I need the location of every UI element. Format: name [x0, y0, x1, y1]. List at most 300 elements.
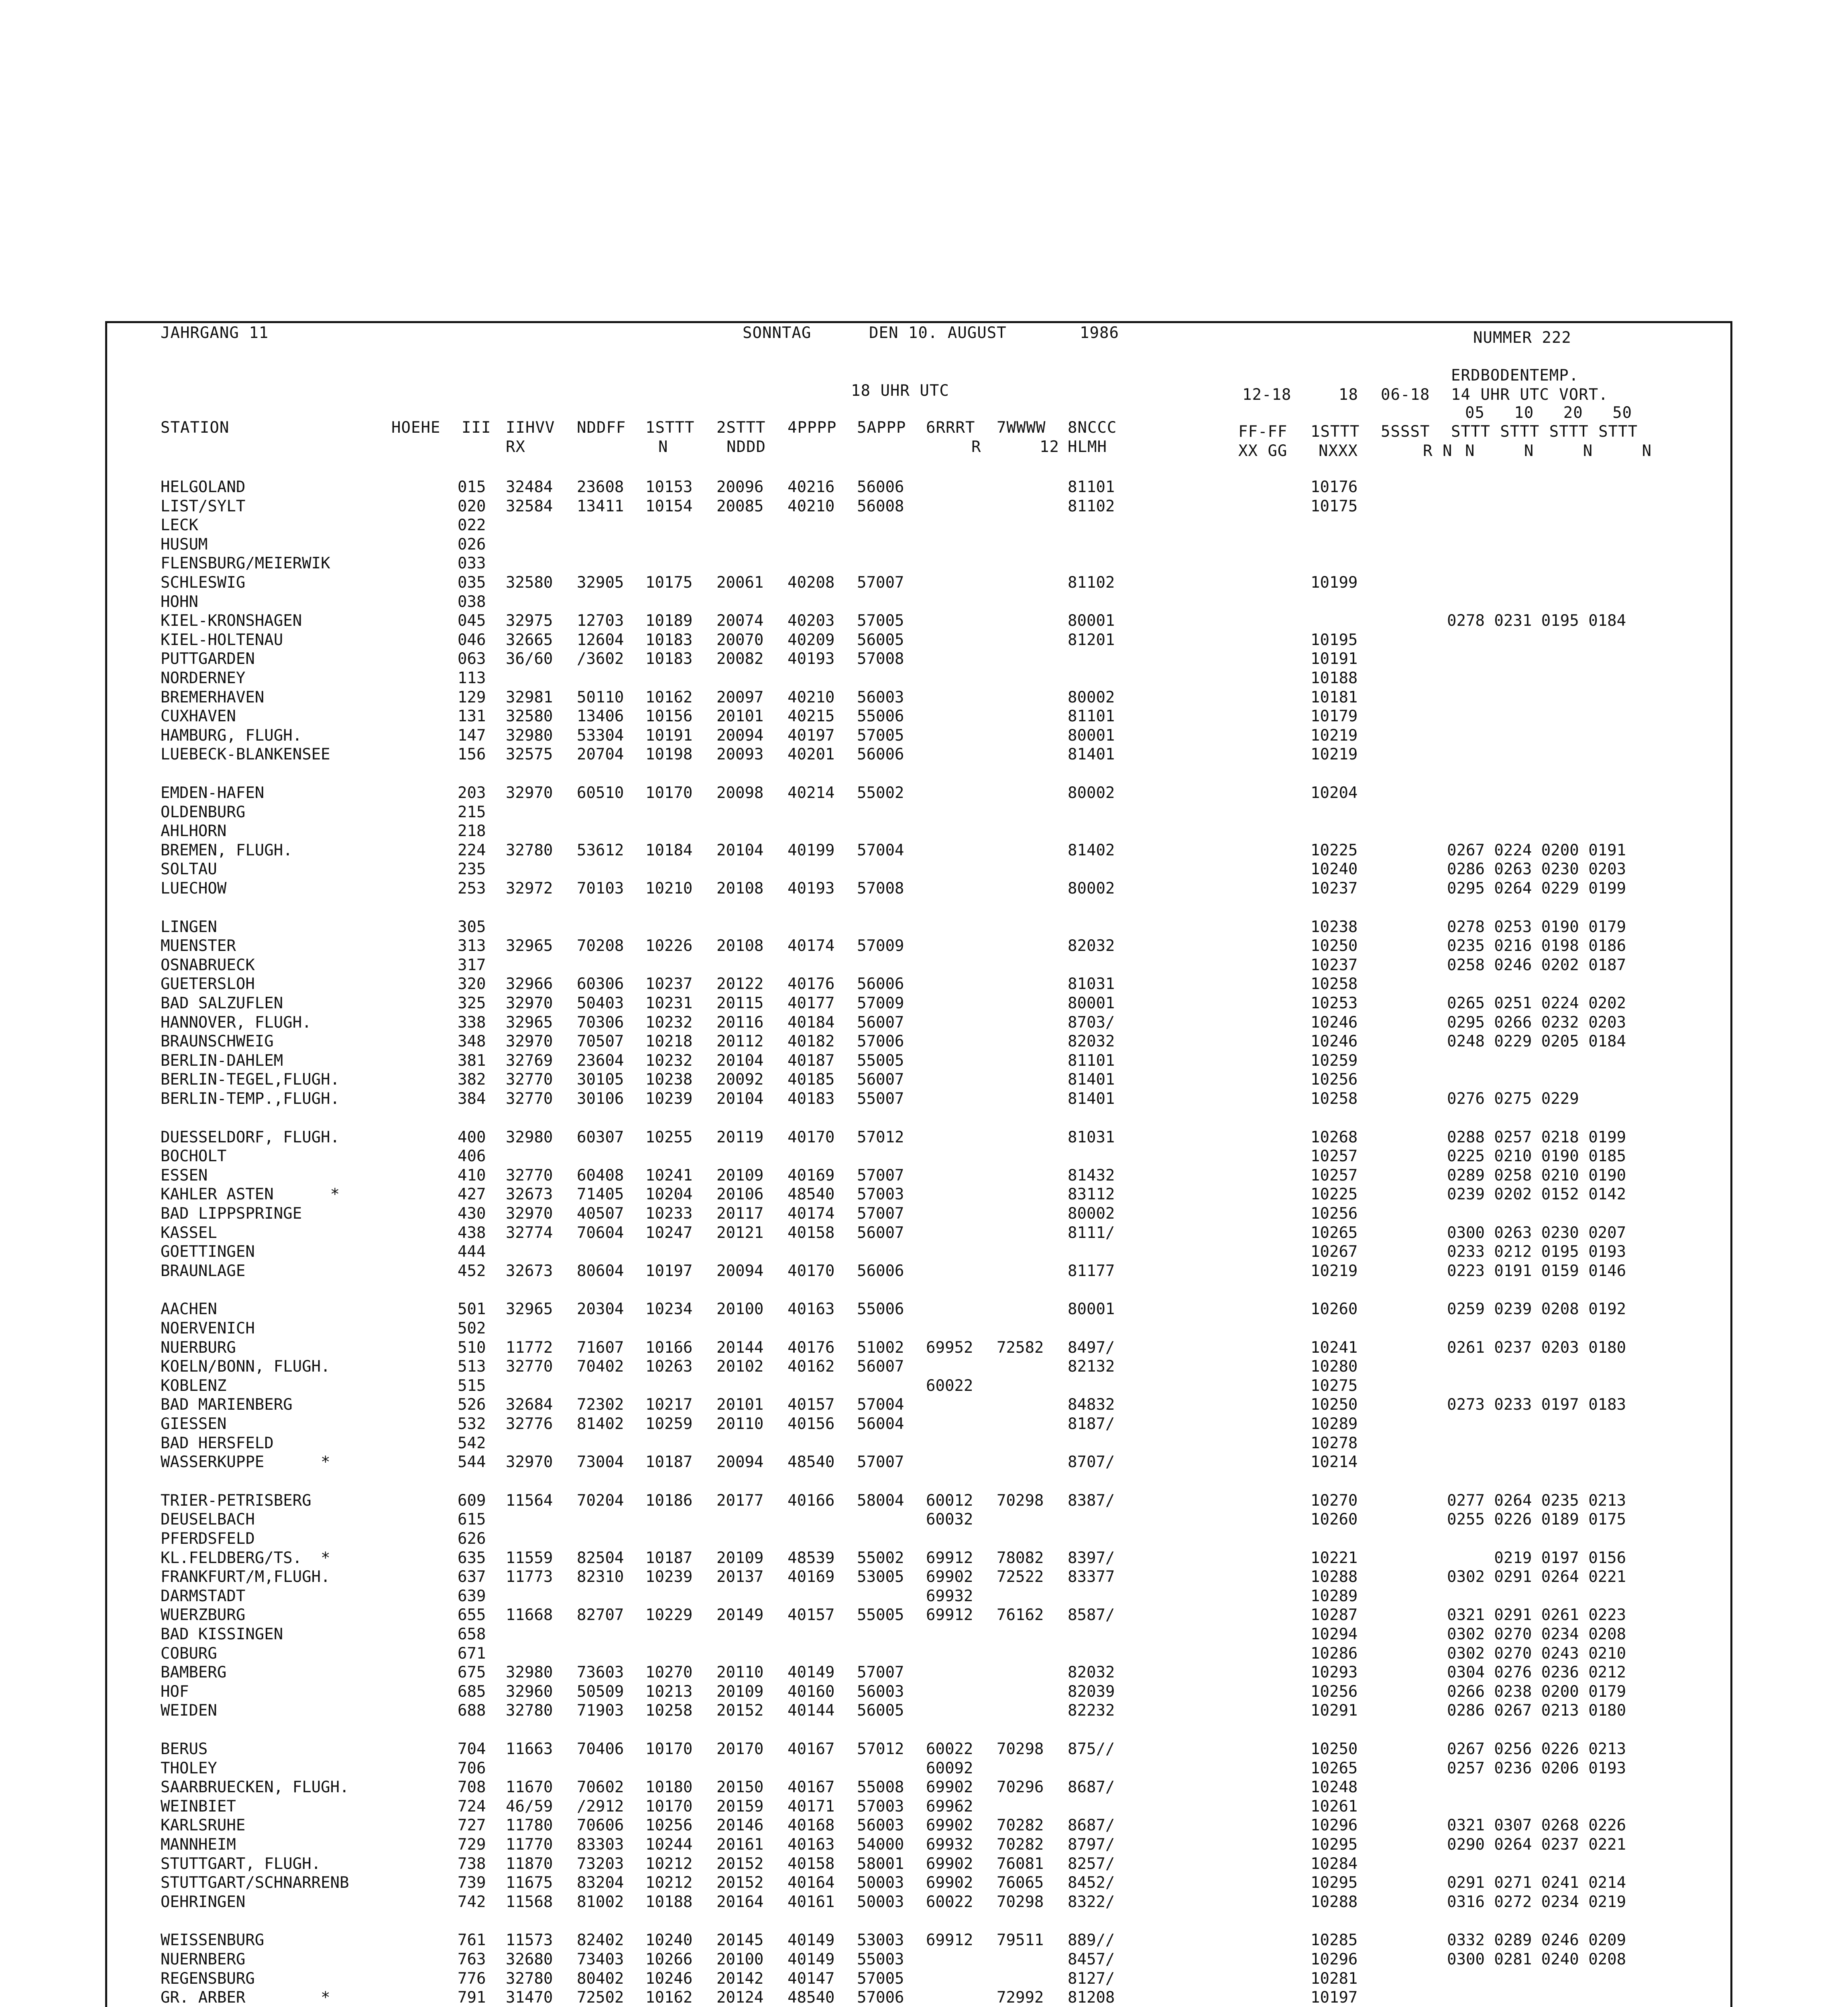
iihvv: 32960 [506, 1682, 553, 1701]
pppp: 40216 [788, 478, 835, 496]
tmax: 10181 [1311, 688, 1358, 706]
appp: 56008 [857, 497, 904, 515]
iii: 430 [458, 1205, 486, 1223]
soil-temps: 0288 0257 0218 0199 [1447, 1128, 1626, 1146]
iii: 438 [458, 1223, 486, 1242]
iihvv: 32684 [506, 1396, 553, 1414]
soil-temps: 0321 0291 0261 0223 [1447, 1606, 1626, 1624]
sttt1: 10239 [645, 1090, 693, 1108]
pppp: 40193 [788, 650, 835, 668]
pppp: 40149 [788, 1663, 835, 1682]
sttt1: 10204 [645, 1185, 693, 1204]
range-06-18: 06-18 [1381, 386, 1430, 404]
iii: 382 [458, 1071, 486, 1089]
iii: 688 [458, 1702, 486, 1720]
nccc-sub: HLMH [1068, 438, 1107, 456]
station-name: HANNOVER, FLUGH. [161, 1013, 311, 1032]
tmax: 10258 [1311, 975, 1358, 993]
sttt1: 10247 [645, 1223, 693, 1242]
pppp: 40162 [788, 1358, 835, 1376]
appp: 51002 [857, 1338, 904, 1357]
rrrt: 69902 [926, 1778, 973, 1797]
iii: 542 [458, 1434, 486, 1452]
iii: 022 [458, 516, 486, 535]
station-name: GIESSEN [161, 1415, 227, 1433]
sttt1: 10232 [645, 1051, 693, 1070]
iii: 218 [458, 822, 486, 841]
nddff: 82504 [577, 1549, 624, 1567]
iii: 381 [458, 1051, 486, 1070]
iii: 776 [458, 1969, 486, 1988]
pppp: 40215 [788, 707, 835, 726]
pppp: 40208 [788, 574, 835, 592]
tmax: 10237 [1311, 879, 1358, 898]
pppp: 40197 [788, 726, 835, 745]
station-name: SCHLESWIG [161, 574, 246, 592]
sttt1: 10246 [645, 1969, 693, 1988]
nddff: 50110 [577, 688, 624, 706]
station-name: PFERDSFELD [161, 1530, 255, 1548]
station-name: TRIER-PETRISBERG [161, 1491, 311, 1510]
tmax: 10219 [1311, 726, 1358, 745]
nccc: 83377 [1068, 1568, 1115, 1586]
sttt1: 10198 [645, 745, 693, 764]
sttt2: 20092 [716, 1071, 764, 1089]
iii: 501 [458, 1300, 486, 1319]
pppp: 40169 [788, 1166, 835, 1185]
sttt1: 10197 [645, 1262, 693, 1280]
appp: 57004 [857, 841, 904, 859]
station-name: HAMBURG, FLUGH. [161, 726, 302, 745]
appp-header: 5APPP [857, 419, 906, 437]
sttt2: 20122 [716, 975, 764, 993]
station-name: STUTTGART/SCHNARRENB [161, 1874, 349, 1892]
appp: 55008 [857, 1778, 904, 1797]
nddff: 30106 [577, 1090, 624, 1108]
iii: 313 [458, 937, 486, 955]
station-name: COBURG [161, 1644, 217, 1663]
pppp: 40158 [788, 1854, 835, 1873]
sttt1: 10187 [645, 1549, 693, 1567]
pppp: 40147 [788, 1969, 835, 1988]
sttt1: 10189 [645, 612, 693, 630]
nddff: 80604 [577, 1262, 624, 1280]
rrrt: 69932 [926, 1587, 973, 1605]
station-name: OSNABRUECK [161, 956, 255, 974]
tmax: 10260 [1311, 1510, 1358, 1529]
rrrt: 60022 [926, 1740, 973, 1758]
tmax: 10284 [1311, 1854, 1358, 1873]
pppp: 40170 [788, 1128, 835, 1146]
iihvv: 32980 [506, 1663, 553, 1682]
sttt2: 20085 [716, 497, 764, 515]
tmax: 10288 [1311, 1568, 1358, 1586]
nccc: 8127/ [1068, 1969, 1115, 1988]
rrrt: 69912 [926, 1931, 973, 1950]
pppp: 40144 [788, 1702, 835, 1720]
sttt1: 10170 [645, 1740, 693, 1758]
nccc: 82032 [1068, 1032, 1115, 1051]
nddff: 70306 [577, 1013, 624, 1032]
nccc: 81401 [1068, 1071, 1115, 1089]
soil-temps: 0276 0275 0229 [1447, 1090, 1579, 1108]
nddff: 70602 [577, 1778, 624, 1797]
sttt1: 10191 [645, 726, 693, 745]
pppp: 40168 [788, 1816, 835, 1835]
sttt2-header: 2STTT [716, 419, 766, 437]
iii: 046 [458, 631, 486, 649]
appp: 56006 [857, 478, 904, 496]
iihvv: 32981 [506, 688, 553, 706]
soil-temps: 0261 0237 0203 0180 [1447, 1338, 1626, 1357]
sttt1: 10170 [645, 1797, 693, 1816]
sttt1: 10154 [645, 497, 693, 515]
station-name: NUERNBERG [161, 1950, 246, 1968]
soil-temps: 0233 0212 0195 0193 [1447, 1243, 1626, 1261]
sttt1: 10170 [645, 784, 693, 802]
appp: 56006 [857, 975, 904, 993]
nddff: /2912 [577, 1797, 624, 1816]
soil-temps: 0291 0271 0241 0214 [1447, 1874, 1626, 1892]
iii: 729 [458, 1836, 486, 1854]
nddff: 32905 [577, 574, 624, 592]
nddff: 53304 [577, 726, 624, 745]
nccc: 8457/ [1068, 1950, 1115, 1968]
sttt1: 10218 [645, 1032, 693, 1051]
iihvv: 32780 [506, 1969, 553, 1988]
sttt1: 10239 [645, 1568, 693, 1586]
appp: 56003 [857, 1816, 904, 1835]
nddff: 12604 [577, 631, 624, 649]
soil-temps: 0278 0253 0190 0179 [1447, 918, 1626, 936]
sttt2: 20101 [716, 707, 764, 726]
pppp: 40176 [788, 1338, 835, 1357]
tmax: 10225 [1311, 1185, 1358, 1204]
rrrt: 69902 [926, 1874, 973, 1892]
iii: 026 [458, 535, 486, 554]
nddff: 82707 [577, 1606, 624, 1624]
appp: 57007 [857, 1453, 904, 1472]
appp: 57012 [857, 1128, 904, 1146]
appp: 56007 [857, 1013, 904, 1032]
station-name: HUSUM [161, 535, 208, 554]
tmax: 10175 [1311, 497, 1358, 515]
station-name: NUERBURG [161, 1338, 236, 1357]
iihvv: 31470 [506, 1989, 553, 2007]
appp: 55005 [857, 1606, 904, 1624]
pppp: 48540 [788, 1453, 835, 1472]
nddff: 73403 [577, 1950, 624, 1968]
nddff: 23608 [577, 478, 624, 496]
sttt2: 20149 [716, 1606, 764, 1624]
appp: 56006 [857, 1262, 904, 1280]
nddff: 83204 [577, 1874, 624, 1892]
station-name: GOETTINGEN [161, 1243, 255, 1261]
sttt2: 20124 [716, 1989, 764, 2007]
station-name: BERLIN-TEMP.,FLUGH. [161, 1090, 340, 1108]
tmax: 10191 [1311, 650, 1358, 668]
station-name: FLENSBURG/MEIERWIK [161, 554, 330, 573]
iii: 020 [458, 497, 486, 515]
soil-temps: 0265 0251 0224 0202 [1447, 994, 1626, 1012]
sttt1: 10233 [645, 1205, 693, 1223]
soil-temps: 0295 0264 0229 0199 [1447, 879, 1626, 898]
iii: 113 [458, 669, 486, 687]
sttt2: 20159 [716, 1797, 764, 1816]
sttt2: 20109 [716, 1549, 764, 1567]
station-name: HOF [161, 1682, 189, 1701]
station-name: BREMERHAVEN [161, 688, 265, 706]
iihvv: 11675 [506, 1874, 553, 1892]
soil-temps: 0295 0266 0232 0203 [1447, 1013, 1626, 1032]
station-name: KARLSRUHE [161, 1816, 246, 1835]
station-name: NOERVENICH [161, 1319, 255, 1337]
issue-number: NUMMER 222 [1473, 329, 1571, 347]
sttt1: 10166 [645, 1338, 693, 1357]
wwww: 79511 [997, 1931, 1044, 1950]
pppp: 40157 [788, 1396, 835, 1414]
tmax-header: 1STTT [1311, 423, 1360, 441]
iii: 526 [458, 1396, 486, 1414]
sttt1: 10237 [645, 975, 693, 993]
iihvv: 11573 [506, 1931, 553, 1950]
soil-temps: 0255 0226 0189 0175 [1447, 1510, 1626, 1529]
appp: 55007 [857, 1090, 904, 1108]
tmax: 10270 [1311, 1491, 1358, 1510]
wwww: 72992 [997, 1989, 1044, 2007]
nddff: 70103 [577, 879, 624, 898]
rrrt: 69932 [926, 1836, 973, 1854]
iihvv: 11663 [506, 1740, 553, 1758]
pppp: 40210 [788, 497, 835, 515]
rrrt: 60022 [926, 1376, 973, 1395]
appp: 57006 [857, 1032, 904, 1051]
iii: 515 [458, 1376, 486, 1395]
sttt1: 10240 [645, 1931, 693, 1950]
iii: 510 [458, 1338, 486, 1357]
nddff: 71405 [577, 1185, 624, 1204]
station-name: BERLIN-TEGEL,FLUGH. [161, 1071, 340, 1089]
sttt1: 10156 [645, 707, 693, 726]
iihvv: 11668 [506, 1606, 553, 1624]
soil-temps: 0321 0307 0268 0226 [1447, 1816, 1626, 1835]
iii: 129 [458, 688, 486, 706]
nccc: 81208 [1068, 1989, 1115, 2007]
nddff: 70604 [577, 1223, 624, 1242]
tmax: 10288 [1311, 1893, 1358, 1911]
nccc: 81177 [1068, 1262, 1115, 1280]
pppp: 40163 [788, 1836, 835, 1854]
appp: 57003 [857, 1797, 904, 1816]
appp: 57003 [857, 1185, 904, 1204]
iii: 235 [458, 860, 486, 879]
station-name: HOHN [161, 592, 198, 611]
sttt2: 20116 [716, 1013, 764, 1032]
sttt2: 20074 [716, 612, 764, 630]
iii: 635 [458, 1549, 486, 1567]
nddff: 30105 [577, 1071, 624, 1089]
sttt2: 20164 [716, 1893, 764, 1911]
iii: 671 [458, 1644, 486, 1663]
iii: 724 [458, 1797, 486, 1816]
nddff: /3602 [577, 650, 624, 668]
station-name: REGENSBURG [161, 1969, 255, 1988]
iii: 685 [458, 1682, 486, 1701]
iihvv: 11670 [506, 1778, 553, 1797]
pppp: 40149 [788, 1950, 835, 1968]
sttt1: 10184 [645, 841, 693, 859]
soil-header: STTT STTT STTT STTT [1451, 423, 1638, 441]
station-name: AACHEN [161, 1300, 217, 1319]
iii: 513 [458, 1358, 486, 1376]
soil-temps: 0289 0258 0210 0190 [1447, 1166, 1626, 1185]
tmax: 10287 [1311, 1606, 1358, 1624]
tmax: 10221 [1311, 1549, 1358, 1567]
station-name: THOLEY [161, 1759, 217, 1777]
sttt2: 20161 [716, 1836, 764, 1854]
iii: 637 [458, 1568, 486, 1586]
sttt2: 20177 [716, 1491, 764, 1510]
tmax: 10293 [1311, 1663, 1358, 1682]
sttt2: 20108 [716, 879, 764, 898]
wwww: 70298 [997, 1740, 1044, 1758]
sttt1: 10234 [645, 1300, 693, 1319]
iihvv: 32770 [506, 1090, 553, 1108]
station-name: LUECHOW [161, 879, 227, 898]
sttt2: 20109 [716, 1166, 764, 1185]
appp: 57004 [857, 1396, 904, 1414]
station-name: DUESSELDORF, FLUGH. [161, 1128, 340, 1146]
appp: 50003 [857, 1874, 904, 1892]
nccc: 8687/ [1068, 1816, 1115, 1835]
appp: 58001 [857, 1854, 904, 1873]
sttt2: 20142 [716, 1969, 764, 1988]
sttt2: 20082 [716, 650, 764, 668]
nddff: 70507 [577, 1032, 624, 1051]
station-name: WASSERKUPPE * [161, 1453, 330, 1472]
tmax: 10289 [1311, 1587, 1358, 1605]
sttt2: 20121 [716, 1223, 764, 1242]
iii: 658 [458, 1625, 486, 1643]
tmax: 10214 [1311, 1453, 1358, 1472]
sttt1: 10259 [645, 1415, 693, 1433]
station-name: GUETERSLOH [161, 975, 255, 993]
ssst-sub: R N [1423, 442, 1453, 460]
station-name: EMDEN-HAFEN [161, 784, 265, 802]
iii: 253 [458, 879, 486, 898]
appp: 55006 [857, 1300, 904, 1319]
nccc: 81102 [1068, 497, 1115, 515]
station-name: BAMBERG [161, 1663, 227, 1682]
station-name: GR. ARBER * [161, 1989, 330, 2007]
sttt2: 20152 [716, 1874, 764, 1892]
range-12-18: 12-18 [1242, 386, 1292, 404]
iii: 639 [458, 1587, 486, 1605]
sttt1: 10255 [645, 1128, 693, 1146]
station-name: ESSEN [161, 1166, 208, 1185]
sttt2: 20097 [716, 688, 764, 706]
sttt1: 10241 [645, 1166, 693, 1185]
tmax: 10176 [1311, 478, 1358, 496]
nddff: 60307 [577, 1128, 624, 1146]
soil-temps: 0332 0289 0246 0209 [1447, 1931, 1626, 1950]
iihvv: 32770 [506, 1166, 553, 1185]
station-header: STATION [161, 419, 230, 437]
iihvv: 32970 [506, 784, 553, 802]
iihvv-sub: RX [506, 438, 525, 456]
nddff: 71903 [577, 1702, 624, 1720]
nddff: 40507 [577, 1205, 624, 1223]
soil-temps: 0267 0224 0200 0191 [1447, 841, 1626, 859]
pppp: 48540 [788, 1989, 835, 2007]
wwww: 70298 [997, 1491, 1044, 1510]
appp: 57005 [857, 612, 904, 630]
nddff: 13411 [577, 497, 624, 515]
rrrt: 60032 [926, 1510, 973, 1529]
soil-temps: 0304 0276 0236 0212 [1447, 1663, 1626, 1682]
pppp-header: 4PPPP [788, 419, 837, 437]
nddff: 82402 [577, 1931, 624, 1950]
wwww-header: 7WWWW [997, 419, 1046, 437]
nddff: 72302 [577, 1396, 624, 1414]
tmax: 10248 [1311, 1778, 1358, 1797]
iii: 147 [458, 726, 486, 745]
sttt1: 10229 [645, 1606, 693, 1624]
tmax: 10199 [1311, 574, 1358, 592]
nddff: 81402 [577, 1415, 624, 1433]
pppp: 40185 [788, 1071, 835, 1089]
nccc: 81432 [1068, 1166, 1115, 1185]
iihvv: 32965 [506, 1013, 553, 1032]
wwww: 70282 [997, 1836, 1044, 1854]
nddff: 13406 [577, 707, 624, 726]
pppp: 40183 [788, 1090, 835, 1108]
ff-sub: XX GG [1238, 442, 1288, 460]
sttt2: 20115 [716, 994, 764, 1012]
tmax: 10195 [1311, 631, 1358, 649]
appp: 56007 [857, 1071, 904, 1089]
rrrt: 69912 [926, 1606, 973, 1624]
iii: 320 [458, 975, 486, 993]
station-name: BAD LIPPSPRINGE [161, 1205, 302, 1223]
nccc: 8452/ [1068, 1874, 1115, 1892]
iii: 033 [458, 554, 486, 573]
nccc: 8387/ [1068, 1491, 1115, 1510]
sttt1: 10183 [645, 650, 693, 668]
nddff: 73004 [577, 1453, 624, 1472]
nccc: 83112 [1068, 1185, 1115, 1204]
iii: 655 [458, 1606, 486, 1624]
soil-temps: 0223 0191 0159 0146 [1447, 1262, 1626, 1280]
nddff: 70606 [577, 1816, 624, 1835]
pppp: 40160 [788, 1682, 835, 1701]
nddff: 80402 [577, 1969, 624, 1988]
sttt1: 10186 [645, 1491, 693, 1510]
sttt2: 20117 [716, 1205, 764, 1223]
tmax: 10188 [1311, 669, 1358, 687]
utc18-header: 18 UHR UTC [851, 382, 949, 400]
rrrt: 69902 [926, 1854, 973, 1873]
sttt1: 10266 [645, 1950, 693, 1968]
ff-header: FF-FF [1238, 423, 1288, 441]
iihvv: 11772 [506, 1338, 553, 1357]
nddff: 23604 [577, 1051, 624, 1070]
appp: 57007 [857, 1663, 904, 1682]
nccc: 82032 [1068, 1663, 1115, 1682]
pppp: 40163 [788, 1300, 835, 1319]
appp: 57008 [857, 650, 904, 668]
pppp: 40203 [788, 612, 835, 630]
